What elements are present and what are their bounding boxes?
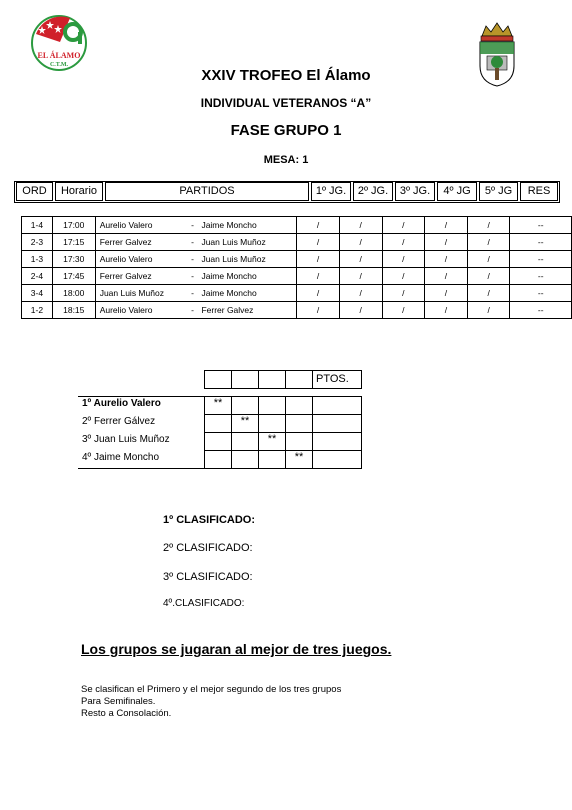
result-cell (285, 432, 313, 451)
match-row (22, 251, 572, 268)
grid-header-cell (258, 370, 286, 389)
match-ord: 3-4 (22, 285, 53, 302)
match-game-1: / (297, 217, 340, 234)
match-player-2: Ferrer Galvez (197, 302, 296, 319)
match-result: -- (510, 302, 572, 319)
match-player-2: Juan Luis Muñoz (197, 251, 296, 268)
col-partidos: PARTIDOS (105, 182, 309, 201)
match-result: -- (510, 234, 572, 251)
match-game-4: / (425, 217, 468, 234)
col-jg1: 1º JG. (311, 182, 351, 201)
match-ord: 1-3 (22, 251, 53, 268)
match-player-2: Jaime Moncho (197, 217, 296, 234)
match-game-3: / (382, 251, 425, 268)
match-result: -- (510, 268, 572, 285)
footer-line-3: Resto a Consolación. (81, 708, 172, 719)
match-game-3: / (382, 268, 425, 285)
matches-table (21, 216, 572, 319)
clasificado-2: 2º CLASIFICADO: (163, 542, 253, 554)
match-game-2: / (339, 217, 382, 234)
result-cell (204, 414, 232, 433)
match-player-1: Ferrer Galvez (95, 234, 187, 251)
match-row (22, 234, 572, 251)
match-result: -- (510, 251, 572, 268)
standings-player: 1º Aurelio Valero (82, 398, 161, 409)
match-player-1: Ferrer Galvez (95, 268, 187, 285)
clasificado-3: 3º CLASIFICADO: (163, 571, 253, 583)
col-jg3: 3º JG. (395, 182, 435, 201)
logo-line-2: C.T.M. (49, 62, 69, 68)
col-horario: Horario (55, 182, 103, 201)
match-time: 17:15 (52, 234, 95, 251)
result-cell (204, 450, 232, 469)
result-cell (258, 414, 286, 433)
match-player-1: Juan Luis Muñoz (95, 285, 187, 302)
match-time: 18:15 (52, 302, 95, 319)
rules-note: Los grupos se jugaran al mejor de tres juegos. (81, 641, 392, 657)
phase-title: FASE GRUPO 1 (230, 122, 342, 139)
grid-header-cell (285, 370, 313, 389)
result-cell (285, 396, 313, 415)
clasificado-1: 1º CLASIFICADO: (163, 514, 256, 526)
match-time: 17:00 (52, 217, 95, 234)
match-player-1: Aurelio Valero (95, 251, 187, 268)
match-game-3: / (382, 217, 425, 234)
match-game-5: / (467, 217, 510, 234)
match-game-4: / (425, 234, 468, 251)
match-separator: - (188, 268, 198, 285)
col-ord: ORD (16, 182, 53, 201)
match-game-5: / (467, 234, 510, 251)
match-result: -- (510, 217, 572, 234)
standings-player: 3º Juan Luis Muñoz (82, 434, 170, 445)
logo-line-1: EL ÁLAMO (37, 51, 81, 60)
column-header-row (14, 181, 560, 203)
match-game-2: / (339, 251, 382, 268)
match-game-1: / (297, 268, 340, 285)
result-cell (204, 432, 232, 451)
result-cell (231, 432, 259, 451)
match-game-2: / (339, 302, 382, 319)
match-result: -- (510, 285, 572, 302)
match-row (22, 268, 572, 285)
match-row (22, 217, 572, 234)
match-player-1: Aurelio Valero (95, 302, 187, 319)
match-game-1: / (297, 251, 340, 268)
col-jg5: 5º JG (479, 182, 518, 201)
match-separator: - (188, 234, 198, 251)
points-cell (312, 450, 362, 469)
match-game-5: / (467, 285, 510, 302)
diagonal-cell: ** (258, 432, 286, 451)
match-ord: 2-4 (22, 268, 53, 285)
match-ord: 2-3 (22, 234, 53, 251)
match-time: 18:00 (52, 285, 95, 302)
result-cell (258, 450, 286, 469)
match-game-4: / (425, 285, 468, 302)
match-game-2: / (339, 234, 382, 251)
col-jg2: 2º JG. (353, 182, 393, 201)
match-game-3: / (382, 285, 425, 302)
result-cell (258, 396, 286, 415)
match-separator: - (188, 251, 198, 268)
footer-line-2: Para Semifinales. (81, 696, 156, 707)
table-number: MESA: 1 (263, 154, 309, 166)
club-logo (30, 14, 88, 72)
match-game-1: / (297, 302, 340, 319)
match-separator: - (188, 217, 198, 234)
clasificado-4: 4º.CLASIFICADO: (163, 598, 245, 609)
match-time: 17:30 (52, 251, 95, 268)
match-player-2: Juan Luis Muñoz (197, 234, 296, 251)
match-separator: - (188, 302, 198, 319)
tournament-title: XXIV TROFEO El Álamo (201, 67, 371, 84)
diagonal-cell: ** (285, 450, 313, 469)
match-ord: 1-2 (22, 302, 53, 319)
match-ord: 1-4 (22, 217, 53, 234)
match-time: 17:45 (52, 268, 95, 285)
match-game-1: / (297, 285, 340, 302)
match-player-2: Jaime Moncho (197, 268, 296, 285)
match-game-4: / (425, 251, 468, 268)
points-cell (312, 396, 362, 415)
match-game-1: / (297, 234, 340, 251)
match-game-5: / (467, 302, 510, 319)
match-game-2: / (339, 268, 382, 285)
match-separator: - (188, 285, 198, 302)
match-game-4: / (425, 302, 468, 319)
result-cell (231, 450, 259, 469)
match-game-3: / (382, 234, 425, 251)
ptos-header: PTOS. (312, 370, 362, 389)
result-cell (231, 396, 259, 415)
grid-top-rule (78, 396, 205, 397)
result-cell (285, 414, 313, 433)
match-game-3: / (382, 302, 425, 319)
match-row (22, 302, 572, 319)
footer-line-1: Se clasifican el Primero y el mejor segundo de los tres grupos (81, 684, 342, 695)
points-cell (312, 432, 362, 451)
grid-bottom-rule (78, 468, 205, 469)
diagonal-cell: ** (204, 396, 232, 415)
diagonal-cell: ** (231, 414, 259, 433)
match-game-4: / (425, 268, 468, 285)
match-game-5: / (467, 251, 510, 268)
category-subtitle: INDIVIDUAL VETERANOS “A” (200, 96, 372, 110)
standings-player: 2º Ferrer Gálvez (82, 416, 156, 427)
col-jg4: 4º JG (437, 182, 477, 201)
grid-header-cell (204, 370, 232, 389)
match-game-2: / (339, 285, 382, 302)
match-row (22, 285, 572, 302)
standings-player: 4º Jaime Moncho (82, 452, 160, 463)
match-game-5: / (467, 268, 510, 285)
col-res: RES (520, 182, 558, 201)
match-player-1: Aurelio Valero (95, 217, 187, 234)
points-cell (312, 414, 362, 433)
grid-header-cell (231, 370, 259, 389)
match-player-2: Jaime Moncho (197, 285, 296, 302)
